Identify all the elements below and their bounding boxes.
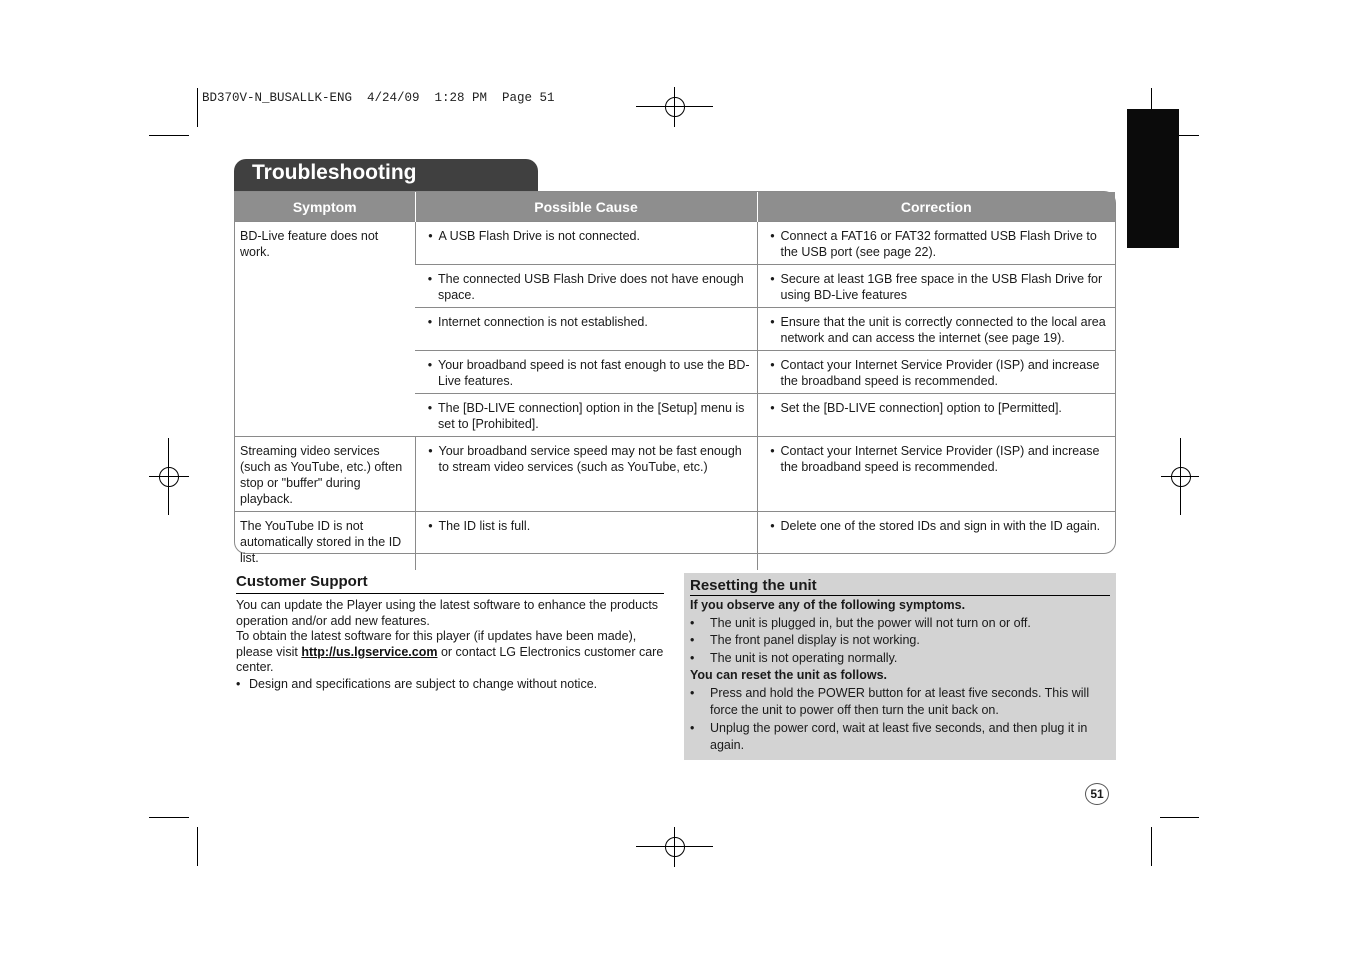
crop-mark-tl-h: [149, 135, 189, 136]
cause-cell: • The connected USB Flash Drive does not have enough space.: [415, 265, 757, 308]
cause-cell: • Your broadband service speed may not be fast enough to stream video services (such as YouTube, etc.): [415, 437, 757, 512]
header-possible-cause: Possible Cause: [415, 192, 757, 222]
page-title: Troubleshooting: [252, 161, 417, 184]
troubleshooting-table: [234, 191, 1116, 565]
table-row: [235, 222, 1115, 265]
list-item: • The unit is plugged in, but the power will not turn on or off.: [690, 615, 1031, 630]
print-slug-line: BD370V-N_BUSALLK-ENG 4/24/09 1:28 PM Page 51: [202, 91, 555, 105]
crop-mark-tl-v: [197, 88, 198, 127]
correction-cell: • Contact your Internet Service Provider (ISP) and increase the broadband speed is recommended.: [757, 437, 1115, 512]
reset-panel: [684, 573, 1116, 760]
section-thumb-tab: [1127, 109, 1179, 248]
customer-support-heading: Customer Support: [236, 573, 664, 594]
crop-mark-br-v: [1151, 827, 1152, 866]
customer-support-note: • Design and specifications are subject to change without notice.: [236, 676, 598, 691]
correction-cell: • Connect a FAT16 or FAT32 formatted USB Flash Drive to the USB port (see page 22).: [757, 222, 1115, 265]
customer-support-body: [236, 598, 666, 692]
crop-mark-bl-h: [149, 817, 189, 818]
symptom-cell: The YouTube ID is not automatically stored in the ID list.: [235, 512, 415, 571]
customer-support-text: To obtain the latest software for this player (if updates have been made), please visit http://us.lgservice.com or contact LG Electronics customer care center.: [236, 629, 664, 674]
correction-cell: • Set the [BD-LIVE connection] option to [Permitted].: [757, 394, 1115, 437]
reset-heading: Resetting the unit: [690, 577, 1110, 596]
list-item: • Unplug the power cord, wait at least five seconds, and then plug it in again.: [690, 720, 1088, 752]
correction-cell: • Delete one of the stored IDs and sign in with the ID again.: [757, 512, 1115, 571]
crop-mark-br-h: [1160, 817, 1199, 818]
reset-steps-label: You can reset the unit as follows.: [690, 668, 888, 682]
list-item: • The unit is not operating normally.: [690, 650, 898, 665]
list-item: • The front panel display is not working.: [690, 633, 920, 647]
cause-cell: • Internet connection is not established.: [415, 308, 757, 351]
table-row: [235, 512, 1115, 571]
table-row: [235, 437, 1115, 512]
list-item: • Press and hold the POWER button for at least five seconds. This will force the unit to power off then turn the unit back on.: [690, 685, 1090, 717]
correction-cell: • Secure at least 1GB free space in the USB Flash Drive for using BD-Live features: [757, 265, 1115, 308]
crop-mark-bl-v: [197, 827, 198, 866]
symptom-cell: BD-Live feature does not work.: [235, 222, 415, 437]
header-correction: Correction: [757, 192, 1115, 222]
header-symptom: Symptom: [235, 192, 415, 222]
title-tab: [234, 159, 538, 193]
reset-body: [690, 597, 1112, 755]
cause-cell: • The [BD-LIVE connection] option in the [Setup] menu is set to [Prohibited].: [415, 394, 757, 437]
correction-cell: • Contact your Internet Service Provider (ISP) and increase the broadband speed is recommended.: [757, 351, 1115, 394]
customer-support-text: You can update the Player using the latest software to enhance the products operation and/or add new features.: [236, 598, 659, 628]
cause-cell: • A USB Flash Drive is not connected.: [415, 222, 757, 265]
symptom-cell: Streaming video services (such as YouTube, etc.) often stop or "buffer" during playback.: [235, 437, 415, 512]
cause-cell: • The ID list is full.: [415, 512, 757, 571]
reset-symptoms-label: If you observe any of the following symptoms.: [690, 598, 966, 612]
cause-cell: • Your broadband speed is not fast enough to use the BD-Live features.: [415, 351, 757, 394]
table-header-row: [235, 192, 1115, 222]
page-number: 51: [1085, 783, 1109, 805]
lg-service-link[interactable]: http://us.lgservice.com: [301, 644, 438, 659]
correction-cell: • Ensure that the unit is correctly connected to the local area network and can access the internet (see page 19).: [757, 308, 1115, 351]
